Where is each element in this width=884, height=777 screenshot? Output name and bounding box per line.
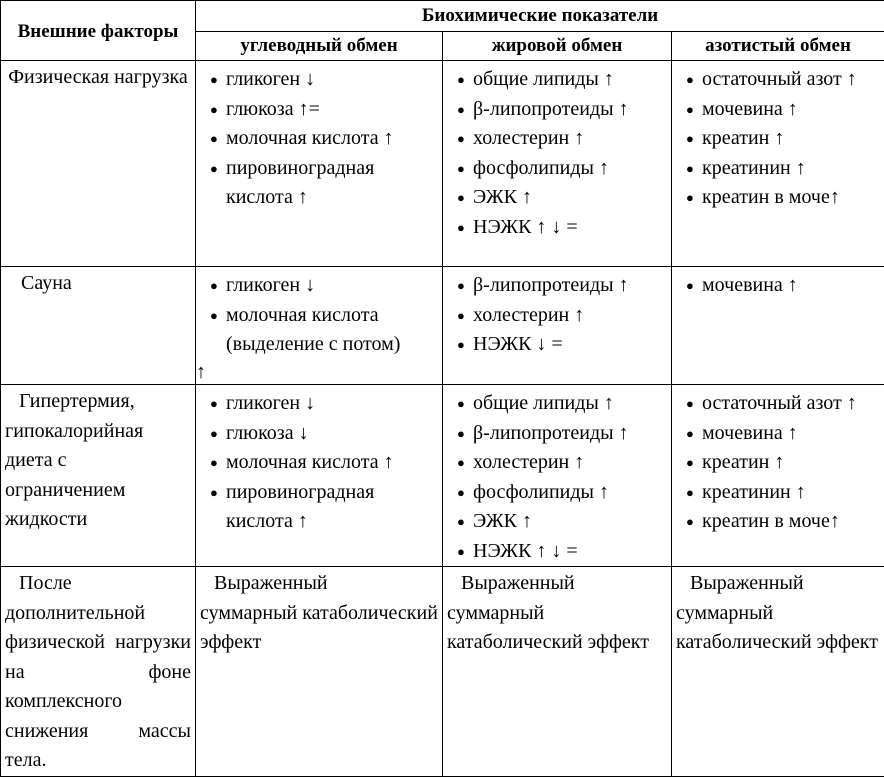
nitrogen-cell bbox=[672, 61, 884, 267]
list-item: ● холестерин ↑ bbox=[457, 448, 669, 478]
list-item: ● фосфолипиды ↑ bbox=[457, 154, 669, 184]
carb-cell bbox=[196, 61, 443, 267]
list-item: ● общие липиды ↑ bbox=[457, 389, 669, 419]
effect-rest: суммарный катаболический эффект bbox=[676, 599, 880, 658]
list-item: ● пировиноградная кислота ↑ bbox=[210, 154, 440, 213]
list-item: ● холестерин ↑ bbox=[457, 124, 669, 154]
carb-effect-cell bbox=[196, 567, 443, 777]
list-item: ● креатинин ↑ bbox=[686, 154, 882, 184]
list-item: ● мочевина ↑ bbox=[686, 271, 882, 301]
table-row bbox=[1, 267, 884, 385]
fat-effect-cell bbox=[443, 567, 672, 777]
list-item: ● пировиноградная кислота ↑ bbox=[210, 478, 440, 537]
list-item: ● гликоген ↓ bbox=[210, 271, 440, 301]
list-item: ● гликоген ↓ bbox=[210, 389, 440, 419]
list-item: ● глюкоза ↑= bbox=[210, 95, 440, 125]
list-item: ● общие липиды ↑ bbox=[457, 65, 669, 95]
fat-cell bbox=[443, 61, 672, 267]
effect-first-line: Выраженный bbox=[447, 569, 667, 599]
list-item: ● НЭЖК ↑ ↓ = bbox=[457, 213, 669, 243]
factor-physical-load: Физическая нагрузка bbox=[1, 61, 196, 267]
carb-cell bbox=[196, 385, 443, 567]
header-factors: Внешние факторы bbox=[1, 1, 196, 61]
effect-first-line: Выраженный bbox=[676, 569, 880, 599]
list-item: ● креатин в моче↑ bbox=[686, 507, 882, 537]
list-item: ● остаточный азот ↑ bbox=[686, 65, 882, 95]
list-item: ● холестерин ↑ bbox=[457, 301, 669, 331]
nitrogen-effect-cell bbox=[672, 567, 884, 777]
list-item: ● мочевина ↑ bbox=[686, 419, 882, 449]
list-item: ● креатин в моче↑ bbox=[686, 183, 882, 213]
list-item: ● молочная кислота (выделение с потом) bbox=[210, 301, 440, 360]
list-item: ● гликоген ↓ bbox=[210, 65, 440, 95]
table-row bbox=[1, 61, 884, 267]
list-item: ● глюкоза ↓ bbox=[210, 419, 440, 449]
arrow-up-trailing: ↑ bbox=[196, 360, 442, 384]
list-item: ● молочная кислота ↑ bbox=[210, 124, 440, 154]
factor-after-extra-load: После дополнительной физической нагрузки на фоне комплексного снижения массы тела. bbox=[1, 567, 196, 777]
factor-hyperthermia: Гипертермия, гипокалорийная диета с ограничением жидкости bbox=[1, 385, 196, 567]
table-row bbox=[1, 385, 884, 567]
header-carb-metabolism: углеводный обмен bbox=[196, 32, 443, 61]
list-item: ● мочевина ↑ bbox=[686, 95, 882, 125]
effect-rest: суммарный катаболический эффект bbox=[200, 599, 438, 658]
list-item: ● НЭЖК ↓ = bbox=[457, 330, 669, 360]
list-item: ● креатин ↑ bbox=[686, 124, 882, 154]
list-item: ● ЭЖК ↑ bbox=[457, 507, 669, 537]
list-item: ● креатинин ↑ bbox=[686, 478, 882, 508]
list-item: ● β-липопротеиды ↑ bbox=[457, 95, 669, 125]
fat-cell bbox=[443, 267, 672, 385]
header-fat-metabolism: жировой обмен bbox=[443, 32, 672, 61]
fat-cell bbox=[443, 385, 672, 567]
nitrogen-cell bbox=[672, 385, 884, 567]
list-item: ● НЭЖК ↑ ↓ = bbox=[457, 537, 669, 567]
table-row bbox=[1, 567, 884, 777]
factor-sauna: Сауна bbox=[1, 267, 196, 385]
header-biochem-indicators: Биохимические показатели bbox=[196, 1, 884, 32]
list-item: ● остаточный азот ↑ bbox=[686, 389, 882, 419]
list-item: ● фосфолипиды ↑ bbox=[457, 478, 669, 508]
list-item: ● β-липопротеиды ↑ bbox=[457, 271, 669, 301]
list-item: ● креатин ↑ bbox=[686, 448, 882, 478]
header-nitrogen-metabolism: азотистый обмен bbox=[672, 32, 884, 61]
effect-rest: суммарный катаболический эффект bbox=[447, 599, 667, 658]
effect-first-line: Выраженный bbox=[200, 569, 438, 599]
list-item: ● ЭЖК ↑ bbox=[457, 183, 669, 213]
list-item: ● β-липопротеиды ↑ bbox=[457, 419, 669, 449]
carb-cell bbox=[196, 267, 443, 385]
nitrogen-cell bbox=[672, 267, 884, 385]
list-item: ● молочная кислота ↑ bbox=[210, 448, 440, 478]
